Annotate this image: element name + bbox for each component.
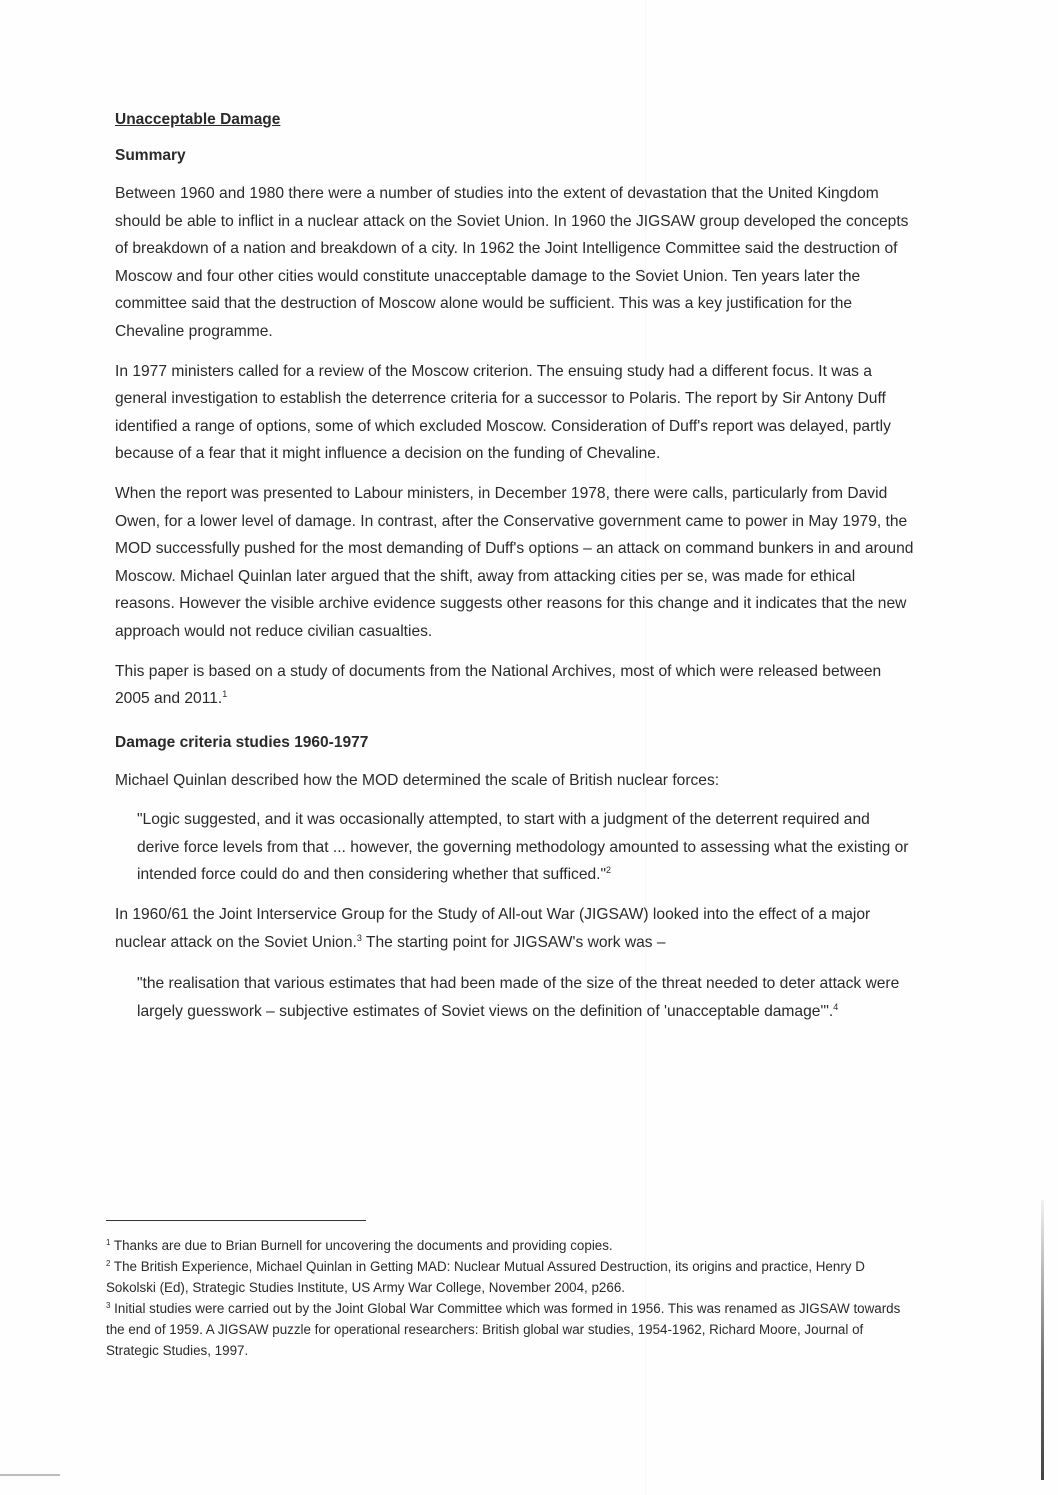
section-paragraph-1: Michael Quinlan described how the MOD determined the scale of British nuclear forces:: [115, 771, 720, 789]
footnote-number: 1: [106, 1238, 111, 1247]
summary-paragraph-3: When the report was presented to Labour ministers, in December 1978, there were calls, particularly from David Owen, for a lower level of damage. In contrast, after the Conservative government came to power in May 1979, the MOD successfully pushed for the most demanding of Duff's options – an attack on command bunkers in and around Moscow. Michael Quinlan later argued that the shift, away from attacking cities per se, was made for ethical reasons. However the visible archive evidence suggests other reasons for this change and it indicates that the new approach would not reduce civilian casualties.: [115, 484, 914, 640]
footnote-3: [106, 1298, 906, 1361]
document-body: [115, 108, 915, 1025]
scan-smudge: [0, 1474, 60, 1476]
footnote-separator: [106, 1220, 366, 1221]
footnote-ref: 1: [222, 689, 228, 700]
quote-text: "Logic suggested, and it was occasionally attempted, to start with a judgment of the deterrent required and derive force levels from that ... however, the governing methodology amounted to assessing what the existing or intended force could do and then considering whether that sufficed.": [137, 811, 909, 884]
footnote-number: 2: [106, 1259, 111, 1268]
quote-text: "the realisation that various estimates that had been made of the size of the threat needed to deter attack were largely guesswork – subjective estimates of Soviet views on the definition of 'unacceptable damage'".: [137, 975, 900, 1020]
section-paragraph-2: [115, 901, 915, 956]
document-title: Unacceptable Damage: [115, 111, 281, 128]
footnote-2: [106, 1256, 906, 1298]
footnote-number: 3: [106, 1301, 111, 1310]
block-quote-1: [137, 806, 915, 889]
footnote-text: Initial studies were carried out by the Joint Global War Committee which was formed in 1956. This was renamed as JIGSAW towards the end of 1959. A JIGSAW puzzle for operational researchers: British global war studies, 1954-1962, Richard Moore, Journal of Strategic Studies, 1997.: [106, 1301, 901, 1358]
scan-edge-shadow: [1041, 1200, 1044, 1480]
footnote-text: The British Experience, Michael Quinlan in Getting MAD: Nuclear Mutual Assured Destruction, its origins and practice, Henry D Sokolski (Ed), Strategic Studies Institute, US Army War College, November 2004, p266.: [106, 1259, 865, 1295]
paragraph-text: This paper is based on a study of documents from the National Archives, most of which were released between 2005 and 2011.: [115, 662, 882, 708]
footnote-ref: 2: [606, 865, 612, 876]
paragraph-text: The starting point for JIGSAW's work was –: [361, 933, 666, 951]
footnote-text: Thanks are due to Brian Burnell for uncovering the documents and providing copies.: [110, 1238, 613, 1253]
summary-paragraph-2: In 1977 ministers called for a review of the Moscow criterion. The ensuing study had a different focus. It was a general investigation to establish the deterrence criteria for a successor to Polaris. The report by Sir Antony Duff identified a range of options, some of which excluded Moscow. Consideration of Duff's report was delayed, partly because of a fear that it might influence a decision on the funding of Chevaline.: [115, 362, 891, 463]
paragraph-text: In 1960/61 the Joint Interservice Group for the Study of All-out War (JIGSAW) looked into the effect of a major nuclear attack on the Soviet Union.: [115, 906, 871, 951]
summary-paragraph-4: [115, 658, 915, 713]
summary-paragraph-1: Between 1960 and 1980 there were a number of studies into the extent of devastation that the United Kingdom should be able to inflict in a nuclear attack on the Soviet Union. In 1960 the JIGSAW group developed the concepts of breakdown of a nation and breakdown of a city. In 1962 the Joint Intelligence Committee said the destruction of Moscow and four other cities would constitute unacceptable damage to the Soviet Union. Ten years later the committee said that the destruction of Moscow alone would be sufficient. This was a key justification for the Chevaline programme.: [115, 185, 909, 340]
footnotes: [106, 1220, 906, 1361]
summary-heading: Summary: [115, 147, 186, 164]
section-heading-damage-criteria: Damage criteria studies 1960-1977: [115, 733, 369, 751]
footnote-ref: 3: [356, 932, 362, 943]
footnote-ref: 4: [833, 1001, 839, 1012]
footnote-1: [106, 1235, 906, 1256]
block-quote-2: [137, 970, 915, 1025]
